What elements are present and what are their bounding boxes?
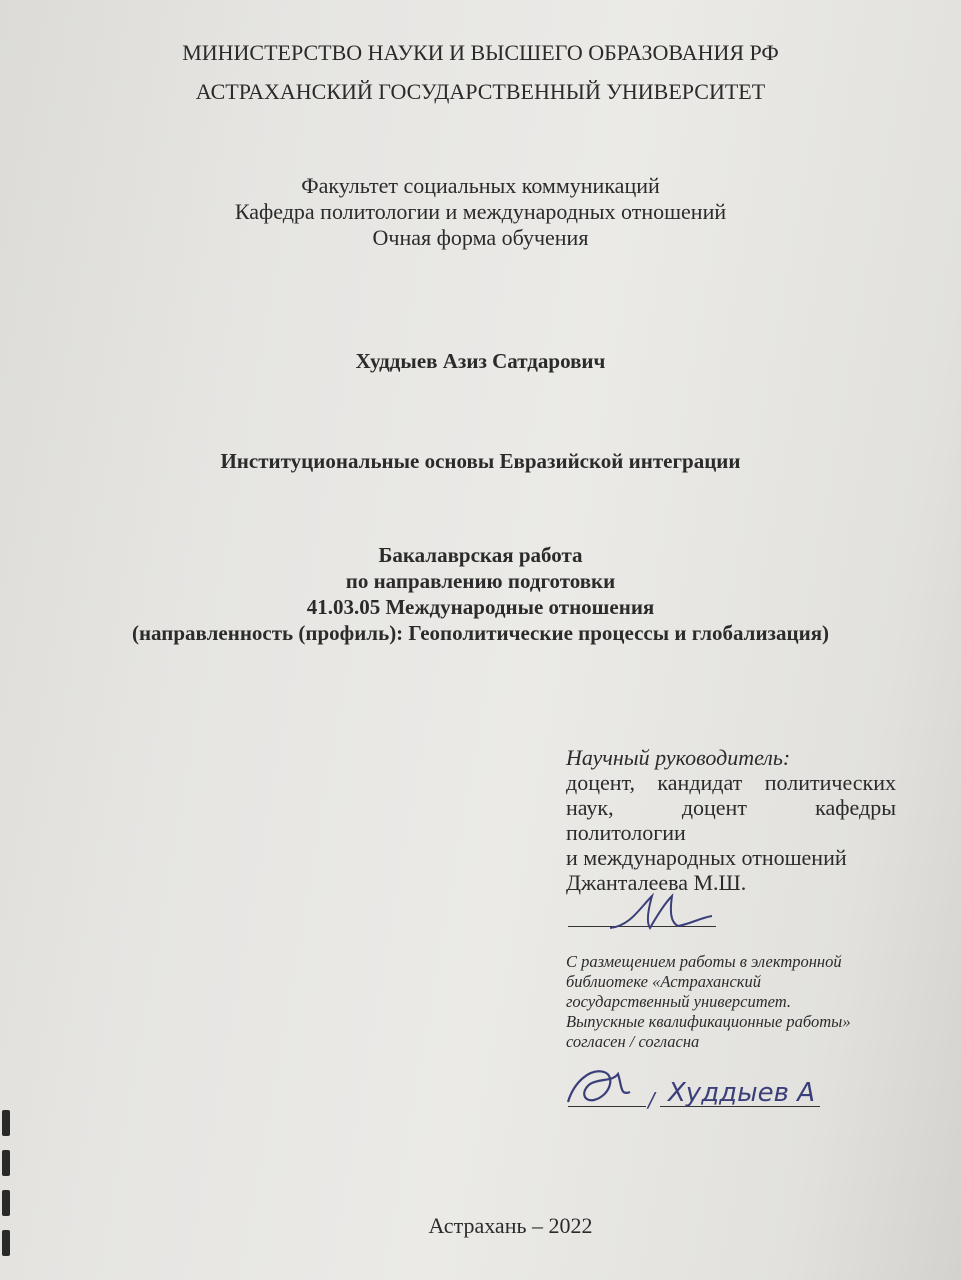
department-name: Кафедра политологии и международных отношений <box>234 199 727 224</box>
supervisor-name: Джанталеева М.Ш. <box>566 870 747 895</box>
supervisor-word: политических <box>764 770 896 795</box>
author-name: Худдыев Азиз Сатдарович <box>355 349 606 373</box>
signature-separator: / <box>648 1088 655 1112</box>
ministry-heading: МИНИСТЕРСТВО НАУКИ И ВЫСШЕГО ОБРАЗОВАНИЯ РФ <box>182 40 779 65</box>
direction-code: 41.03.05 Международные отношения <box>306 595 655 619</box>
consent-line: библиотеке «Астраханский <box>566 972 762 991</box>
supervisor-heading: Научный руководитель: <box>566 745 791 770</box>
study-form: Очная форма обучения <box>372 225 589 250</box>
consent-line: государственный университет. <box>566 992 791 1011</box>
supervisor-word: кафедры <box>815 795 896 820</box>
university-heading: АСТРАХАНСКИЙ ГОСУДАРСТВЕННЫЙ УНИВЕРСИТЕТ <box>195 79 766 104</box>
supervisor-word: наук, <box>566 795 614 820</box>
faculty-name: Факультет социальных коммуникаций <box>301 173 660 198</box>
supervisor-signature <box>600 888 730 938</box>
student-signature <box>560 1062 640 1112</box>
city-year: Астрахань – 2022 <box>428 1213 593 1238</box>
student-handwritten-name: Худдыев А <box>668 1078 816 1108</box>
supervisor-word: кандидат <box>657 770 743 795</box>
direction-intro: по направлению подготовки <box>345 569 616 593</box>
consent-line: согласен / согласна <box>566 1032 700 1051</box>
thesis-title: Институциональные основы Евразийской интеграции <box>220 449 741 473</box>
supervisor-line-3: политологии <box>566 820 686 845</box>
supervisor-word: доцент, <box>566 770 635 795</box>
supervisor-word: доцент <box>681 795 747 820</box>
supervisor-line-4: и международных отношений <box>566 845 847 870</box>
supervisor-line-1 <box>566 770 896 795</box>
consent-block <box>566 952 906 1052</box>
consent-line: С размещением работы в электронной <box>566 952 842 971</box>
direction-profile: (направленность (профиль): Геополитические процессы и глобализация) <box>131 621 830 645</box>
consent-line: Выпускные квалификационные работы» <box>566 1012 851 1031</box>
spiral-binding <box>0 1070 12 1280</box>
supervisor-line-2 <box>566 795 896 820</box>
work-type: Бакалаврская работа <box>378 543 583 567</box>
